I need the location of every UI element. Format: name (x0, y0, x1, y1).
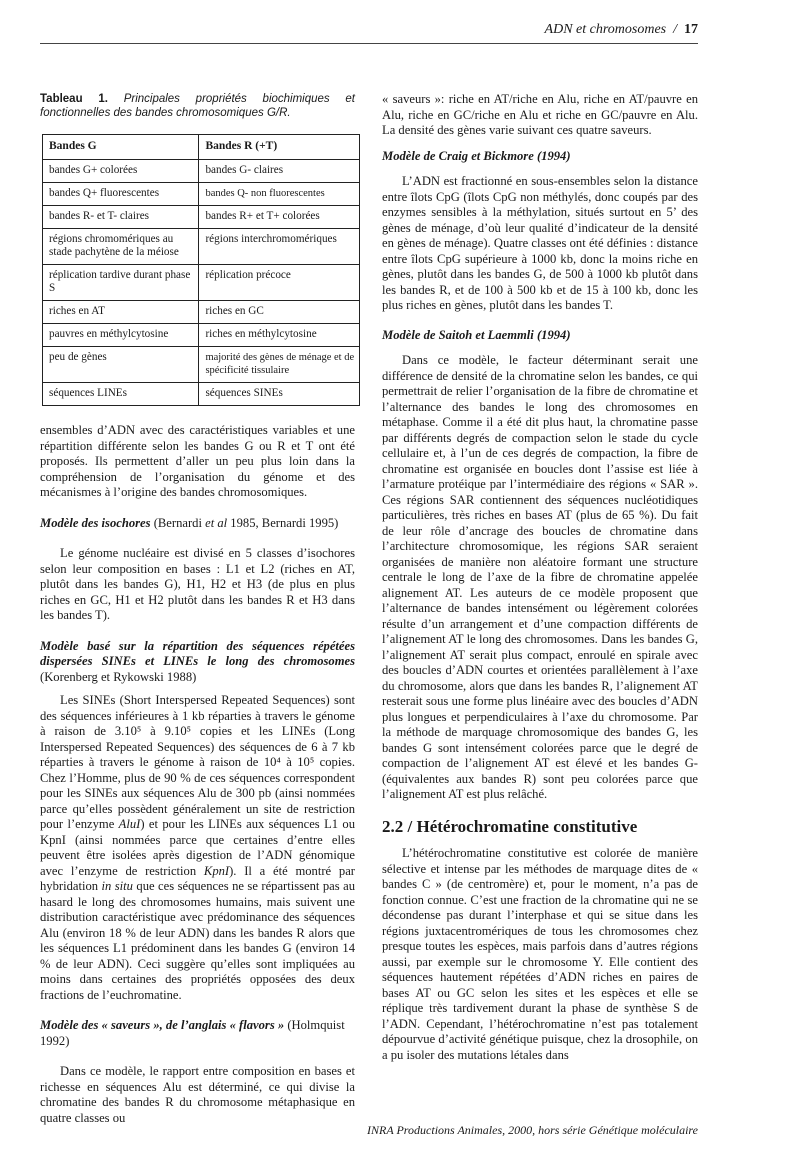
table-row (43, 229, 360, 265)
heading-isochores-ref-b: 1985, Bernardi 1995) (227, 515, 339, 530)
table-cell: bandes Q+ fluorescentes (43, 183, 199, 206)
table-cell: séquences LINEs (43, 383, 199, 406)
heading-isochores-ref-a: (Bernardi (150, 515, 206, 530)
heading-saveurs-ref: (Holmquist 1992) (40, 1018, 345, 1048)
running-header (545, 22, 698, 38)
sines-enzyme-kpni: KpnI (203, 863, 230, 878)
table-cell: séquences SINEs (199, 383, 360, 406)
page-header (40, 14, 698, 44)
table-cell: bandes G+ colorées (43, 160, 199, 183)
paragraph-heterochromatine: L’hétérochromatine constitutive est colorée de manière sélective et intense par les méthodes de marquage dites de « bandes C » (de centromère) et, pour le moment, n’a pas de fonction connue. C’est une fraction de la chromatine qui ne se décondense pas durant l’interphase et qui se situe dans les régions juxtacentromériques de tous les chromosomes chez presque toutes les espèces, mais parfois dans d’autres régions aussi, par exemple sur le chromosome Y. Elle contient des séquences hautement répétées d’ADN riches en paires de bases AT ou GC selon les sites et les espèces et elle se réplique très tardivement durant la phase de synthèse S de l’ADN. Cependant, l’hétérochromatine n’est pas totalement dépourvue d’activité génétique puisque, chez la drosophile, on a pu isoler des mutations létales dans (382, 846, 698, 1062)
paragraph-craig-bickmore: L’ADN est fractionné en sous-ensembles selon la distance entre îlots CpG (îlots CpG non méthylés, donc coupés par des enzymes sensibles à la méthylation, situés surtout en 5’ des gènes de ménage, d’où leur qualité d’indicateur de la densité en gènes de ménage). Quatre classes ont été définies : distance entre îlots CpG supérieure à 1000 kb, donc la moins riche en gènes, plutôt dans les bandes G, de 500 à 1000 kb plutôt dans les bandes R, et de 100 à 500 kb et de 15 à 100 kb, donc les plus riches en gènes, plutôt dans les bandes T. (382, 174, 698, 312)
page-footer: INRA Productions Animales, 2000, hors série Génétique moléculaire (367, 1123, 698, 1137)
table-cell: régions chromomériques au stade pachytène de la méiose (43, 229, 199, 265)
section-heading (382, 816, 698, 836)
table-cell: régions interchromomériques (199, 229, 360, 265)
table-cell: riches en GC (199, 301, 360, 324)
heading-saveurs (40, 1018, 355, 1049)
header-rule (40, 43, 698, 44)
table-row (43, 265, 360, 301)
paragraph-saitoh-laemmli: Dans ce modèle, le facteur déterminant serait une différence de densité de la chromatine selon les bandes, ce qui permettrait de relier l’organisation de la fibre de chromatine et l’alternance des bandes le long des chromosomes en métaphase. Comme il a été dit plus haut, la chromatine passe par différents degrés de compaction selon le stade du cycle cellulaire et, à l’un de ces degrés de compaction, la fibre de chromatine est organisée en boucles dont l’assise est liée à l’armature protéique par l’intermédiaire des régions « SAR ». Ces régions SAR contiennent des séquences nucléotidiques particulières, très riches en bases AT (plus de 65 %). Du fait de leur rôle d’ancrage des boucles de chromatine dans l’architecture chromosomique, les régions SAR seraient organisées de manière non aléatoire formant une structure centrale le long de l’axe de la fibre de chromatine appelée alignement AT. Les auteurs de ce modèle proposent que l’alternance de bandes intensément ou légèrement colorées résulte d’un arrangement et d’une compaction différents de l’alignement AT le long des chromosomes. Dans les bandes G, l’alignement AT serait plus compact, enroulé en spirale avec des boucles d’ADN courtes et orientées parallèlement à l’axe du chromosome, alors que dans les bandes R, l’alignement AT resterait sous une forme plus linéaire avec des boucles d’ADN plus longues et perpendiculaires à l’axe du chromosome. Par la méthode de marquage chromosomique des bandes G, les bandes G sont intensément colorées parce que le degré de compaction de l’alignement AT est élevé et les bandes G- (équivalentes aux bandes R) sont peu colorées parce que l’alignement AT est plus relâché. (382, 353, 698, 801)
sines-text-a: Les SINEs (Short Interspersed Repeated Sequences) sont des séquences inférieures à 1 kb réparties à travers le génome à raison de 3.10⁵ à 9.10⁵ copies et les LINEs (Long Interspersed Repeated Sequences) des séquences de 6 à 7 kb réparties à travers le génome à raison de 10⁴ à 10⁵ copies. Chez l’Homme, plus de 90 % de ces séquences correspondent pour les SINEs aux séquences Alu de 300 pb (ainsi nommées parce qu’elles possèdent généralement un site de restriction pour l’enzyme (40, 693, 355, 831)
table-row (43, 206, 360, 229)
paragraph-saveurs-continued: « saveurs »: riche en AT/riche en Alu, riche en AT/pauvre en Alu, riche en GC/riche en Alu et riche en GC/pauvre en Alu. La densité des gènes varie suivant ces quatre saveurs. (382, 92, 698, 137)
right-column (382, 92, 698, 1063)
header-separator: / (673, 22, 677, 37)
table-row (43, 301, 360, 324)
heading-isochores-etal: et al (205, 515, 228, 530)
table-caption-label: Tableau 1. (40, 93, 108, 105)
section-number: 2.2 (382, 816, 404, 836)
table-row (43, 324, 360, 347)
table-row (43, 347, 360, 383)
table-cell: bandes R- et T- claires (43, 206, 199, 229)
column-header-bandes-g: Bandes G (43, 135, 199, 160)
table-cell: peu de gènes (43, 347, 199, 383)
sines-text-c: ). Il a été montré par hybridation (40, 863, 355, 893)
paragraph-intro: ensembles d’ADN avec des caractéristiques variables et une répartition différente selon les bandes G ou R et T ont été proposés. Ils permettent d’aller un peu plus loin dans la compréhension de l’organisation du génome et des mécanismes à l’origine des bandes chromosomiques. (40, 423, 355, 499)
sines-enzyme-alui: AluI (118, 817, 141, 831)
running-title: ADN et chromosomes (544, 22, 667, 37)
table-cell: réplication précoce (199, 265, 360, 301)
heading-craig-bickmore: Modèle de Craig et Bickmore (1994) (382, 148, 571, 163)
left-column (40, 92, 355, 1126)
sines-in-situ: in situ (101, 879, 133, 893)
table-row (43, 183, 360, 206)
table-cell: bandes Q- non fluorescentes (199, 183, 360, 206)
table-cell: bandes R+ et T+ colorées (199, 206, 360, 229)
heading-saveurs-title: Modèle des « saveurs », de l’anglais « flavors » (40, 1018, 285, 1032)
table-cell: riches en méthylcytosine (199, 324, 360, 347)
column-header-bandes-r: Bandes R (+T) (199, 135, 360, 160)
table-cell: bandes G- claires (199, 160, 360, 183)
table-caption-text: Principales propriétés biochimiques et fonctionnelles des bandes chromosomiques G/R. (40, 93, 355, 119)
sines-text-b: ) et pour les LINEs aux séquences L1 ou KpnI (ainsi nommées parce que certaines d’entre elles peuvent être isolées après digestion de l’ADN génomique avec l’enzyme de restriction (40, 817, 356, 878)
paragraph-saveurs: Dans ce modèle, le rapport entre composition en bases et richesse en séquences Alu est déterminé, ce qui divise la chromatine des bandes R du chromosome métaphasique en quatre classes ou (40, 1064, 355, 1125)
table-cell: pauvres en méthylcytosine (43, 324, 199, 347)
paragraph-sines-lines (40, 693, 355, 1003)
heading-isochores-title: Modèle des isochores (40, 515, 151, 530)
table-row (43, 383, 360, 406)
table-row (43, 160, 360, 183)
table-caption (40, 92, 355, 120)
table-cell: réplication tardive durant phase S (43, 265, 199, 301)
heading-sines-lines (40, 639, 355, 686)
paragraph-isochores: Le génome nucléaire est divisé en 5 classes d’isochores selon leur composition en bases : L1 et L2 (riches en AT, plutôt dans les bandes G), H1, H2 et H3 (de plus en plus riches en GC, H1 et H2 plutôt dans les bandes R et H3 dans les bandes T). (40, 546, 355, 622)
bands-table (42, 134, 360, 406)
heading-saitoh-laemmli: Modèle de Saitoh et Laemmli (1994) (382, 327, 571, 342)
table-cell: majorité des gènes de ménage et de spécificité tissulaire (199, 347, 360, 383)
table-cell: riches en AT (43, 301, 199, 324)
heading-sines-lines-title: Modèle basé sur la répartition des séquences répétées dispersées SINEs et LINEs le long des chromosomes (40, 638, 355, 668)
heading-isochores (40, 516, 355, 532)
table-header-row (43, 135, 360, 160)
section-title: / Hétérochromatine constitutive (403, 816, 638, 836)
page-number: 17 (684, 22, 698, 37)
heading-sines-lines-ref: (Korenberg et Rykowski 1988) (40, 669, 197, 684)
sines-text-d: que ces séquences ne se répartissent pas au hasard le long des chromosomes humains, mais suivent une distribution caractéristique avec prédominance des séquences Alu (environ 18 % de leur ADN) dans les bandes R alors que les séquences L1 prédominent dans les bandes G (environ 14 % de leur ADN). Ceci suggère qu’elles sont impliquées au moins dans certaines des propriétés opposées des deux fractions de l’euchromatine. (40, 879, 355, 1002)
